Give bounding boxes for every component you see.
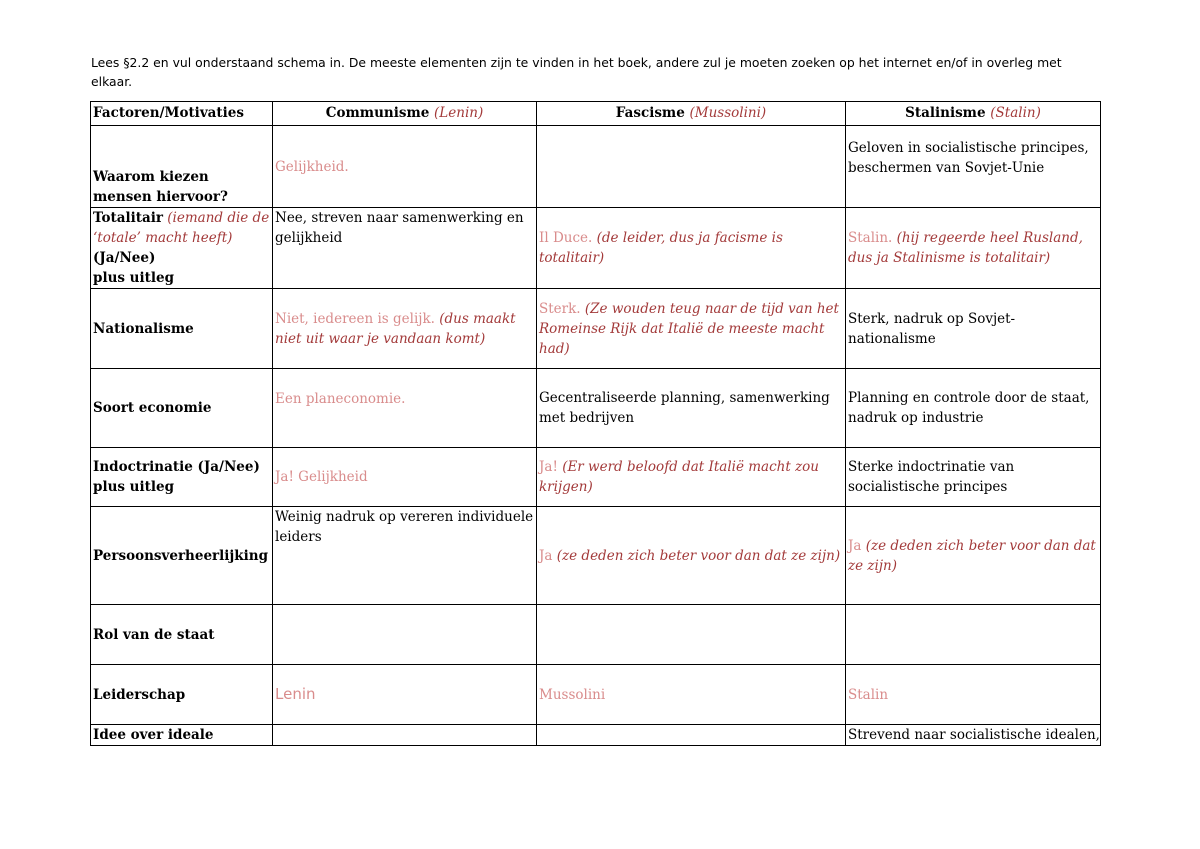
fascism-indoctrination-note: (Er werd beloofd dat Italië macht zou krijgen) [539, 459, 820, 495]
table-row [91, 208, 1101, 289]
row-label-personality-cult: Persoonsverheerlijking [91, 507, 273, 605]
table-row [91, 665, 1101, 725]
header-fascism [537, 102, 846, 126]
table-row [91, 605, 1101, 665]
row-label-ideal: Idee over ideale [91, 725, 273, 746]
cell-fascism-why [537, 126, 846, 208]
stalinism-totalitarian-answer: Stalin. [848, 230, 893, 246]
header-communism-leader: (Lenin) [434, 105, 484, 121]
totalitarian-note: (iemand die de ‘totale’ macht heeft) [93, 210, 270, 246]
leader-lenin: Lenin [275, 685, 316, 703]
header-stalinism-leader: (Stalin) [990, 105, 1041, 121]
row-label-economy: Soort economie [91, 369, 273, 448]
cell-communism-leadership [273, 665, 537, 725]
cell-communism-personality-cult: Weinig nadruk op vereren individuele leiders [273, 507, 537, 605]
cell-communism-why: Gelijkheid. [273, 126, 537, 208]
cell-communism-totalitarian: Nee, streven naar samenwerking en gelijkheid [273, 208, 537, 289]
indoctrination-label: Indoctrinatie (Ja/Nee) [93, 459, 260, 475]
cell-stalinism-leadership: Stalin [846, 665, 1101, 725]
fascism-totalitarian-note: (de leider, dus ja facisme is totalitair) [539, 230, 783, 266]
cell-fascism-leadership: Mussolini [537, 665, 846, 725]
fascism-totalitarian-answer: Il Duce. [539, 230, 593, 246]
totalitarian-label: Totalitair [93, 210, 163, 226]
stalinism-totalitarian-note: (hij regeerde heel Rusland, dus ja Stalinisme is totalitair) [848, 230, 1083, 266]
totalitarian-yesno: (Ja/Nee) [93, 250, 156, 266]
cell-communism-nationalism [273, 289, 537, 369]
communism-nationalism-answer: Niet, iedereen is gelijk. [275, 310, 435, 327]
communism-nationalism-note: (dus maakt niet uit waar je vandaan komt) [275, 310, 516, 347]
cell-fascism-state-role [537, 605, 846, 665]
row-label-indoctrination [91, 448, 273, 507]
table-row [91, 507, 1101, 605]
row-label-nationalism: Nationalisme [91, 289, 273, 369]
cell-fascism-nationalism [537, 289, 846, 369]
header-stalinism-label: Stalinisme [905, 105, 986, 121]
table-row [91, 448, 1101, 507]
table-row [91, 126, 1101, 208]
table-row [91, 725, 1101, 746]
fascism-nationalism-answer: Sterk. [539, 300, 581, 317]
row-label-state-role: Rol van de staat [91, 605, 273, 665]
header-stalinism [846, 102, 1101, 126]
cell-communism-state-role [273, 605, 537, 665]
row-label-leadership: Leiderschap [91, 665, 273, 725]
fascism-personality-answer: Ja [539, 547, 553, 564]
cell-stalinism-why: Geloven in socialistische principes, beschermen van Sovjet-Unie [846, 126, 1101, 208]
cell-communism-economy: Een planeconomie. [273, 369, 537, 448]
cell-communism-indoctrination: Ja! Gelijkheid [273, 448, 537, 507]
cell-communism-ideal [273, 725, 537, 746]
cell-stalinism-economy: Planning en controle door de staat, nadruk op industrie [846, 369, 1101, 448]
table-row [91, 369, 1101, 448]
table-row [91, 289, 1101, 369]
header-communism-label: Communisme [325, 105, 430, 121]
fascism-personality-note: (ze deden zich beter voor dan dat ze zijn) [556, 547, 841, 564]
cell-stalinism-nationalism: Sterk, nadruk op Sovjet-nationalisme [846, 289, 1101, 369]
cell-stalinism-state-role [846, 605, 1101, 665]
stalinism-personality-answer: Ja [848, 537, 862, 554]
cell-fascism-ideal [537, 725, 846, 746]
comparison-table [90, 101, 1101, 746]
cell-fascism-economy: Gecentraliseerde planning, samenwerking met bedrijven [537, 369, 846, 448]
cell-stalinism-ideal: Strevend naar socialistische idealen, [846, 725, 1101, 746]
cell-fascism-totalitarian [537, 208, 846, 289]
cell-stalinism-indoctrination: Sterke indoctrinatie van socialistische principes [846, 448, 1101, 507]
stalinism-personality-note: (ze deden zich beter voor dan dat ze zijn) [848, 537, 1096, 574]
header-communism [273, 102, 537, 126]
row-label-why: Waarom kiezen mensen hiervoor? [91, 126, 273, 208]
totalitarian-explain: plus uitleg [93, 270, 175, 286]
header-factors: Factoren/Motivaties [91, 102, 273, 126]
fascism-nationalism-note: (Ze wouden teug naar de tijd van het Romeinse Rijk dat Italië de meeste macht had) [539, 300, 839, 357]
row-label-totalitarian [91, 208, 273, 289]
cell-fascism-personality-cult [537, 507, 846, 605]
cell-stalinism-totalitarian [846, 208, 1101, 289]
intro-text: Lees §2.2 en vul onderstaand schema in. De meeste elementen zijn te vinden in het boek, andere zul je moeten zoeken op het internet en/of in overleg met elkaar. [91, 55, 1062, 89]
cell-fascism-indoctrination [537, 448, 846, 507]
table-header-row [91, 102, 1101, 126]
header-fascism-label: Fascisme [615, 105, 685, 121]
cell-stalinism-personality-cult [846, 507, 1101, 605]
indoctrination-explain: plus uitleg [93, 479, 175, 495]
header-fascism-leader: (Mussolini) [689, 105, 767, 121]
fascism-indoctrination-answer: Ja! [539, 459, 558, 475]
